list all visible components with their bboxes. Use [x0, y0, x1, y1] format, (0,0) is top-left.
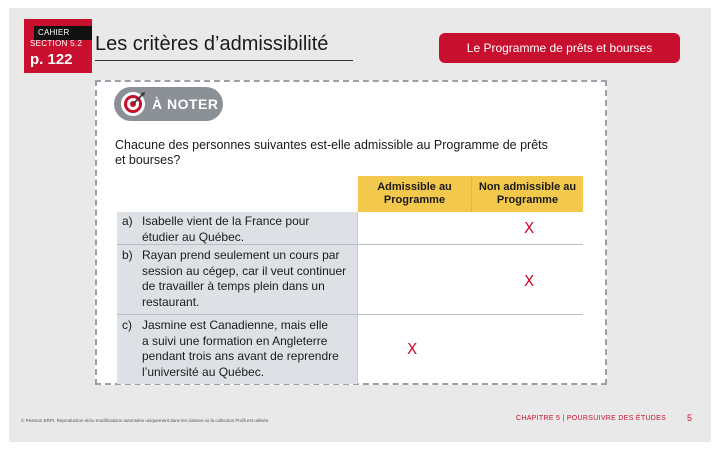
page-number-ref: p. 122	[30, 51, 73, 68]
section-label: SECTION 5.2	[30, 39, 83, 48]
chapter-footer: CHAPITRE 5 | POURSUIVRE DES ÉTUDES	[516, 415, 667, 422]
row-text-first: Jasmine est Canadienne, mais elle	[142, 318, 329, 332]
question-text: Chacune des personnes suivantes est-elle admissible au Programme de prêts et bourses?	[115, 138, 548, 167]
table-row-a	[122, 214, 354, 245]
program-banner: Le Programme de prêts et bourses	[439, 33, 680, 63]
a-noter-label: À NOTER	[152, 96, 219, 112]
section-block	[24, 19, 92, 73]
mark-b-non-admissible: X	[524, 272, 535, 290]
note-card	[95, 80, 607, 385]
a-noter-badge	[114, 87, 223, 121]
slide	[9, 8, 711, 442]
title-underline	[95, 60, 353, 61]
row-letter: a)	[122, 214, 133, 228]
row-divider	[117, 314, 583, 315]
page-title: Les critères d’admissibilité	[95, 33, 329, 55]
table-row-c	[122, 318, 354, 380]
cahier-label: CAHIER	[34, 26, 92, 40]
target-icon	[120, 91, 146, 117]
copyright-notice: © Pearson ERPI. Reproduction et/ou modifications autorisées uniquement dans les classes où la collection Profil est utilisée.	[21, 418, 270, 423]
row-text-rest: étudier au Québec.	[142, 229, 245, 244]
column-header-non-admissible: Non admissible au Programme	[471, 176, 583, 212]
row-text-rest: a suivi une formation en Angleterre pendant trois ans avant de reprendre l’université au Québec.	[142, 333, 339, 379]
row-letter: c)	[122, 318, 132, 332]
row-text-first: Rayan prend seulement un cours par	[142, 248, 340, 262]
mark-a-non-admissible: X	[524, 219, 535, 237]
column-divider	[357, 212, 358, 384]
row-text-first: Isabelle vient de la France pour	[142, 214, 310, 228]
mark-c-admissible: X	[407, 340, 418, 358]
column-header-admissible: Admissible au Programme	[358, 176, 471, 212]
table-row-b	[122, 248, 354, 310]
footer-page-number: 5	[687, 413, 693, 423]
row-text-rest: session au cégep, car il veut continuer de travailler à temps plein dans un restaurant.	[142, 263, 347, 309]
row-letter: b)	[122, 248, 133, 262]
